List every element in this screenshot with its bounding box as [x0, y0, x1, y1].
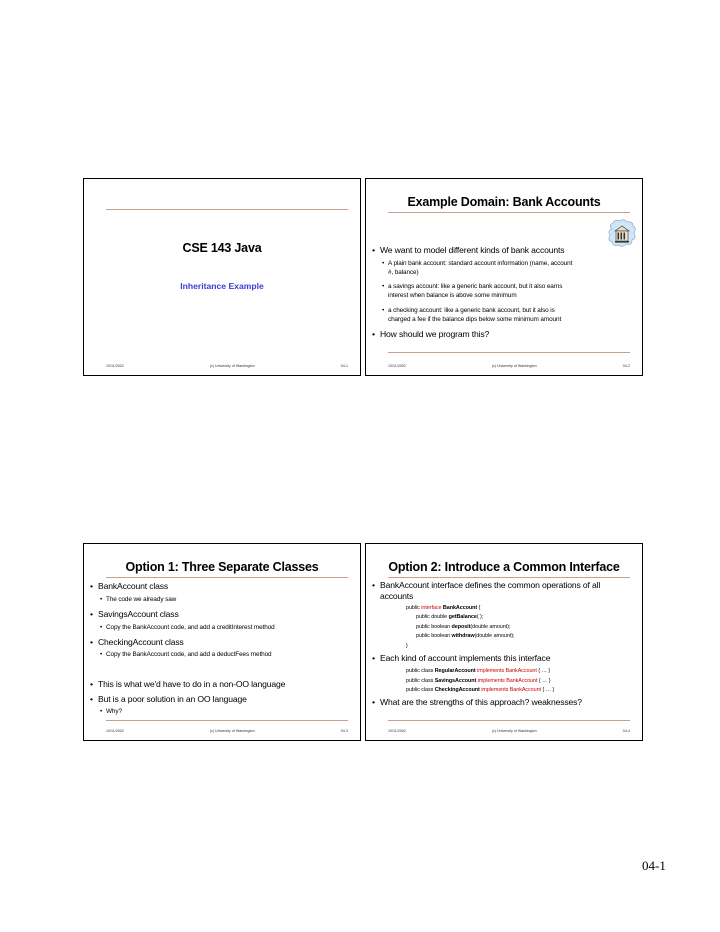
- title-divider: [388, 577, 630, 578]
- slide-2-footer: [388, 364, 630, 368]
- sub-bullet-4: • Why?: [100, 708, 122, 715]
- slide-2-title: Example Domain: Bank Accounts: [407, 195, 601, 209]
- footer-divider: [388, 352, 630, 353]
- slide-4-title: Option 2: Introduce a Common Interface: [388, 560, 620, 574]
- bank-building-icon: [606, 219, 638, 249]
- slide-3-footer: [106, 729, 348, 733]
- slide-3-title: Option 1: Three Separate Classes: [125, 560, 319, 574]
- slide-1-footer: [106, 364, 348, 368]
- sub-bullet-3: • Copy the BankAccount code, and add a deductFees method: [100, 651, 272, 658]
- bullet-3: • CheckingAccount class: [90, 637, 184, 647]
- footer-page: 04-3: [340, 729, 348, 733]
- bullet-5: • But is a poor solution in an OO language: [90, 694, 247, 704]
- title-divider: [106, 209, 348, 210]
- slide-4-footer: [388, 729, 630, 733]
- bullet-1: • BankAccount interface defines the common operations of all accounts: [372, 580, 601, 601]
- footer-page: 04-4: [622, 729, 630, 733]
- code-line-2: public double getBalance( );: [416, 614, 484, 620]
- bullet-1: • BankAccount class: [90, 581, 169, 591]
- slide-1: [83, 178, 361, 376]
- bullet-2: • Each kind of account implements this interface: [372, 653, 551, 663]
- sub-bullet-2: • Copy the BankAccount code, and add a creditInterest method: [100, 624, 275, 631]
- code-line-1: public interface BankAccount {: [406, 605, 481, 611]
- page-number: 04-1: [642, 858, 666, 873]
- impl-line-1: public class RegularAccount implements BankAccount { … }: [406, 668, 551, 674]
- slide-1-subtitle: Inheritance Example: [180, 281, 264, 291]
- bullet-3: • What are the strengths of this approach? weaknesses?: [372, 697, 582, 707]
- footer-date: 10/11/2002: [106, 364, 124, 368]
- footer-date: 10/11/2002: [388, 364, 406, 368]
- footer-copyright: (c) University of Washington: [209, 364, 255, 368]
- footer-divider: [106, 720, 348, 721]
- slide-4: [365, 543, 643, 741]
- footer-page: 04-2: [622, 364, 630, 368]
- sub-bullet-2: • a savings account: like a generic bank account, but it also earns interest when balance is above some minimum: [382, 283, 563, 299]
- sub-bullet-1: • A plain bank account: standard account information (name, account #, balance): [382, 260, 573, 276]
- title-divider: [106, 577, 348, 578]
- footer-date: 10/11/2002: [388, 729, 406, 733]
- title-divider: [388, 212, 630, 213]
- sub-bullet-3: • a checking account: like a generic bank account, but it also is charged a fee if the balance dips below some minimum amount: [382, 307, 562, 323]
- bullet-1: • We want to model different kinds of bank accounts: [372, 245, 565, 255]
- slide-1-title: CSE 143 Java: [182, 241, 262, 255]
- code-line-5: }: [406, 643, 408, 649]
- footer-copyright: (c) University of Washington: [209, 729, 255, 733]
- footer-copyright: (c) University of Washington: [491, 364, 537, 368]
- impl-line-2: public class SavingsAccount implements BankAccount { … }: [406, 678, 551, 684]
- code-line-3: public boolean deposit(double amount);: [416, 624, 511, 630]
- footer-page: 04-1: [340, 364, 348, 368]
- bullet-2: • SavingsAccount class: [90, 609, 179, 619]
- footer-copyright: (c) University of Washington: [491, 729, 537, 733]
- code-line-4: public boolean withdraw(double amount);: [416, 633, 515, 639]
- slide-2: [365, 178, 643, 376]
- slide-3: [83, 543, 361, 741]
- bullet-4: • This is what we'd have to do in a non-OO language: [90, 679, 286, 689]
- impl-line-3: public class CheckingAccount implements BankAccount { … }: [406, 687, 555, 693]
- footer-date: 10/11/2002: [106, 729, 124, 733]
- footer-divider: [388, 720, 630, 721]
- bullet-2: • How should we program this?: [372, 329, 490, 339]
- sub-bullet-1: • The code we already saw: [100, 596, 177, 603]
